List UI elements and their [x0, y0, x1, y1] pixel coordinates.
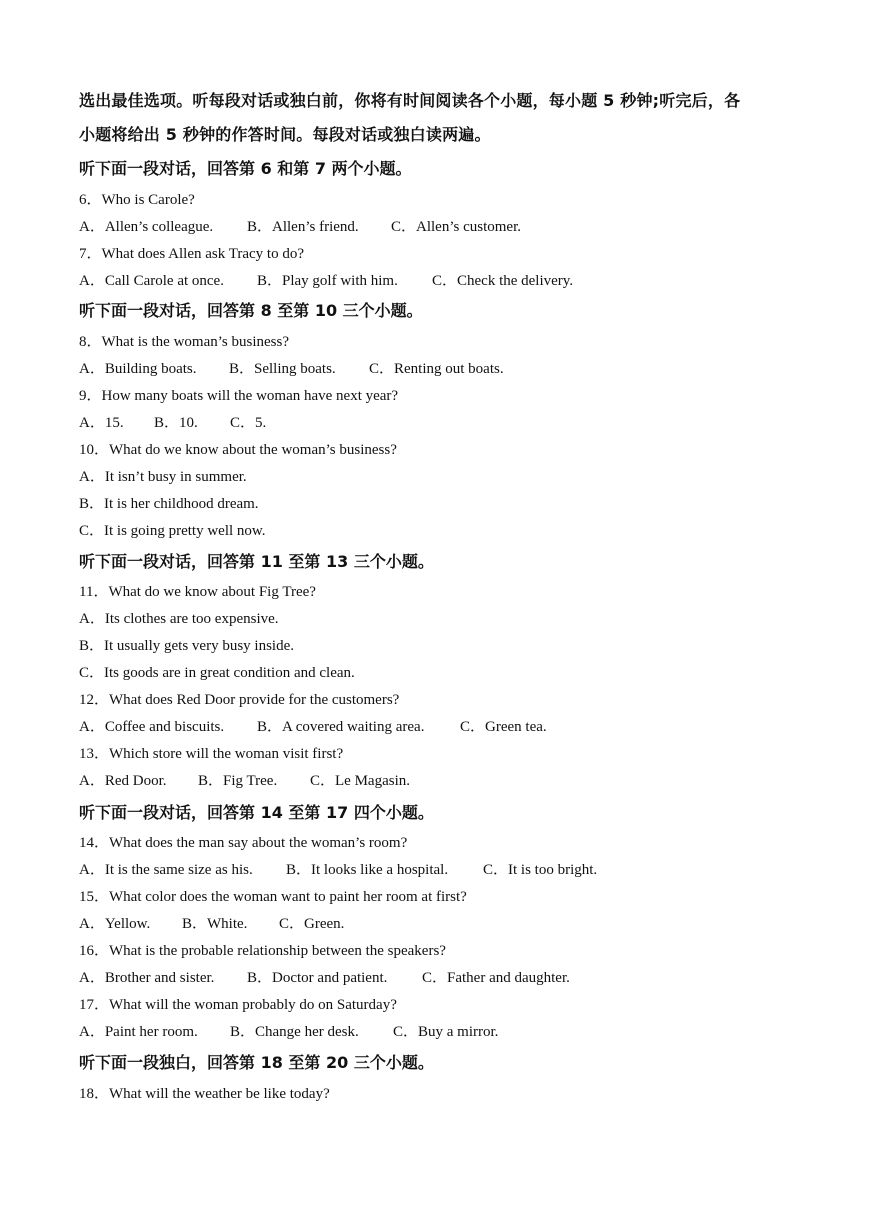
option-b: B．Fig Tree.	[198, 773, 278, 789]
question-9: 9．How many boats will the woman have next year?	[79, 388, 399, 404]
section-heading-11-13: 听下面一段对话，回答第 11 至第 13 三个小题。	[79, 552, 434, 571]
option-b: B．Doctor and patient.	[247, 970, 388, 986]
question-11-option-a: A．Its clothes are too expensive.	[79, 611, 279, 627]
question-13-options	[79, 769, 410, 790]
question-12: 12．What does Red Door provide for the customers?	[79, 692, 400, 708]
question-12-options	[79, 715, 547, 736]
instructions-line-1: 选出最佳选项。听每段对话或独白前，你将有时间阅读各个小题，每小题 5 秒钟;听完后，各	[79, 91, 741, 110]
instructions-line-2: 小题将给出 5 秒钟的作答时间。每段对话或独白读两遍。	[79, 125, 491, 144]
option-c: C．Green.	[279, 916, 345, 932]
option-a: A．Coffee and biscuits.	[79, 719, 225, 735]
option-a: A．Red Door.	[79, 773, 167, 789]
option-b: B．It looks like a hospital.	[286, 862, 449, 878]
option-c: C．Green tea.	[460, 719, 547, 735]
option-b: B．10.	[154, 415, 198, 431]
option-c: C．Allen’s customer.	[391, 219, 521, 235]
question-6-options	[79, 215, 521, 236]
question-6: 6．Who is Carole?	[79, 192, 195, 208]
question-14-options	[79, 858, 597, 879]
question-17-options	[79, 1020, 498, 1041]
question-16-options	[79, 966, 570, 987]
option-a: A．Brother and sister.	[79, 970, 215, 986]
question-11-option-b: B．It usually gets very busy inside.	[79, 638, 294, 654]
question-10-option-a: A．It isn’t busy in summer.	[79, 469, 247, 485]
option-b: B．A covered waiting area.	[257, 719, 425, 735]
question-13: 13．Which store will the woman visit first?	[79, 746, 344, 762]
option-b: B．Allen’s friend.	[247, 219, 359, 235]
section-heading-6-7: 听下面一段对话，回答第 6 和第 7 两个小题。	[79, 159, 412, 178]
option-b: B．Change her desk.	[230, 1024, 359, 1040]
section-heading-14-17: 听下面一段对话，回答第 14 至第 17 四个小题。	[79, 803, 434, 822]
question-7: 7．What does Allen ask Tracy to do?	[79, 246, 304, 262]
option-a: A．Paint her room.	[79, 1024, 198, 1040]
option-a: A．Yellow.	[79, 916, 151, 932]
question-10-option-b: B．It is her childhood dream.	[79, 496, 259, 512]
question-16: 16．What is the probable relationship between the speakers?	[79, 943, 446, 959]
question-8-options	[79, 357, 504, 378]
question-11-option-c: C．Its goods are in great condition and clean.	[79, 665, 355, 681]
option-c: C．5.	[230, 415, 267, 431]
section-heading-18-20: 听下面一段独白，回答第 18 至第 20 三个小题。	[79, 1053, 434, 1072]
question-14: 14．What does the man say about the woman’s room?	[79, 835, 408, 851]
option-b: B．Play golf with him.	[257, 273, 398, 289]
option-c: C．It is too bright.	[483, 862, 598, 878]
question-10: 10．What do we know about the woman’s business?	[79, 442, 397, 458]
section-heading-8-10: 听下面一段对话，回答第 8 至第 10 三个小题。	[79, 301, 423, 320]
question-8: 8．What is the woman’s business?	[79, 334, 289, 350]
option-a: A．15.	[79, 415, 124, 431]
option-a: A．Allen’s colleague.	[79, 219, 214, 235]
question-10-option-c: C．It is going pretty well now.	[79, 523, 266, 539]
option-b: B．White.	[182, 916, 248, 932]
question-18: 18．What will the weather be like today?	[79, 1086, 330, 1102]
question-15: 15．What color does the woman want to paint her room at first?	[79, 889, 467, 905]
option-b: B．Selling boats.	[229, 361, 336, 377]
question-7-options	[79, 269, 573, 290]
option-a: A．Building boats.	[79, 361, 197, 377]
option-c: C．Father and daughter.	[422, 970, 570, 986]
option-c: C．Renting out boats.	[369, 361, 504, 377]
question-17: 17．What will the woman probably do on Saturday?	[79, 997, 397, 1013]
question-11: 11．What do we know about Fig Tree?	[79, 584, 316, 600]
option-a: A．Call Carole at once.	[79, 273, 224, 289]
question-15-options	[79, 912, 344, 933]
question-9-options	[79, 411, 266, 432]
option-a: A．It is the same size as his.	[79, 862, 253, 878]
option-c: C．Buy a mirror.	[393, 1024, 499, 1040]
option-c: C．Le Magasin.	[310, 773, 410, 789]
option-c: C．Check the delivery.	[432, 273, 574, 289]
